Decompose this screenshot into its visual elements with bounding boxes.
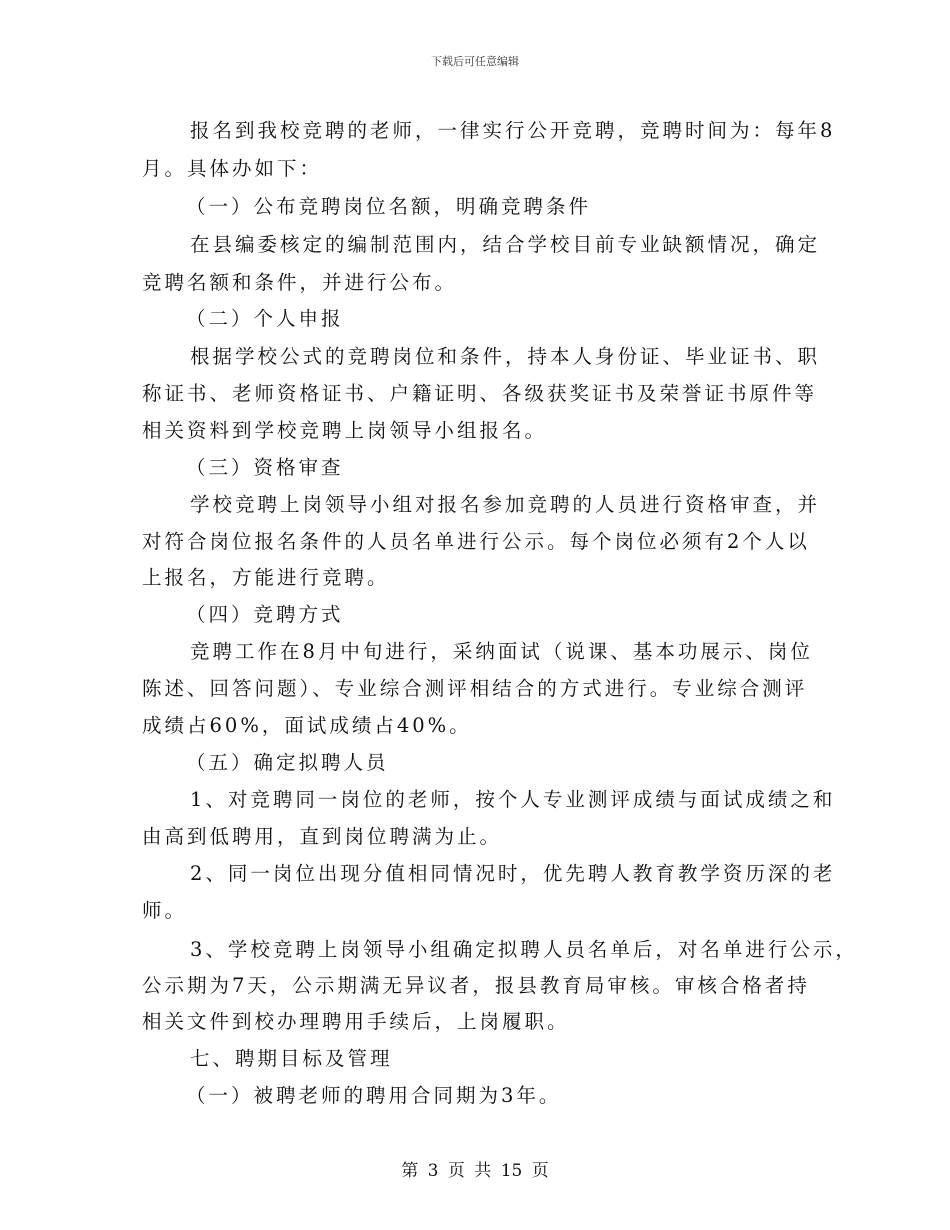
text-line: 3、学校竞聘上岗领导小组确定拟聘人员名单后，对名单进行公示，: [190, 938, 858, 961]
text-line: 公示期为7天，公示期满无异议者，报县教育局审核。审核合格者持: [142, 974, 810, 997]
section-heading: 七、聘期目标及管理: [190, 1047, 393, 1070]
text-line: 称证书、老师资格证书、户籍证明、各级获奖证书及荣誉证书原件等: [142, 382, 818, 405]
text-line: 对符合岗位报名条件的人员名单进行公示。每个岗位必须有2个人以: [142, 530, 810, 553]
section-heading: （二）个人申报: [186, 307, 344, 330]
text-line: 上报名，方能进行竞聘。: [142, 566, 390, 589]
text-line: 成绩占60%，面试成绩占40%。: [142, 714, 472, 737]
text-line: 师。: [142, 899, 188, 922]
section-heading: （五）确定拟聘人员: [186, 751, 389, 774]
text-line: 月。具体办如下：: [142, 157, 323, 180]
text-line: 2、同一岗位出现分值相同情况时，优先聘人教育教学资历深的老: [190, 862, 836, 885]
text-line: 由高到低聘用，直到岗位聘满为止。: [142, 825, 503, 848]
section-heading: （四）竞聘方式: [186, 603, 344, 626]
text-line: 陈述、回答问题）、专业综合测评相结合的方式进行。专业综合测评: [142, 677, 808, 700]
text-line: 相关文件到校办理聘用手续后，上岗履职。: [142, 1010, 570, 1033]
text-line: 在县编委核定的编制范围内，结合学校目前专业缺额情况，确定: [190, 233, 821, 256]
section-heading: （一）公布竞聘岗位名额，明确竞聘条件: [186, 195, 592, 218]
page-footer: 第 3 页 共 15 页: [401, 1161, 549, 1181]
text-line: 根据学校公式的竞聘岗位和条件，持本人身份证、毕业证书、职: [190, 345, 821, 368]
section-heading: （三）资格审查: [186, 456, 344, 479]
text-line: 1、对竞聘同一岗位的老师，按个人专业测评成绩与面试成绩之和: [190, 788, 836, 811]
text-line: 竞聘名额和条件，并进行公布。: [142, 271, 458, 294]
text-line: 学校竞聘上岗领导小组对报名参加竞聘的人员进行资格审查，并: [190, 493, 821, 516]
page-header: 下载后可任意编辑: [431, 55, 519, 68]
text-line: 报名到我校竞聘的老师，一律实行公开竞聘，竞聘时间为：每年8: [190, 119, 836, 142]
section-heading: （一）被聘老师的聘用合同期为3年。: [186, 1084, 562, 1107]
text-line: 相关资料到学校竞聘上岗领导小组报名。: [142, 419, 548, 442]
text-line: 竞聘工作在8月中旬进行，采纳面试（说课、基本功展示、岗位: [190, 640, 813, 663]
